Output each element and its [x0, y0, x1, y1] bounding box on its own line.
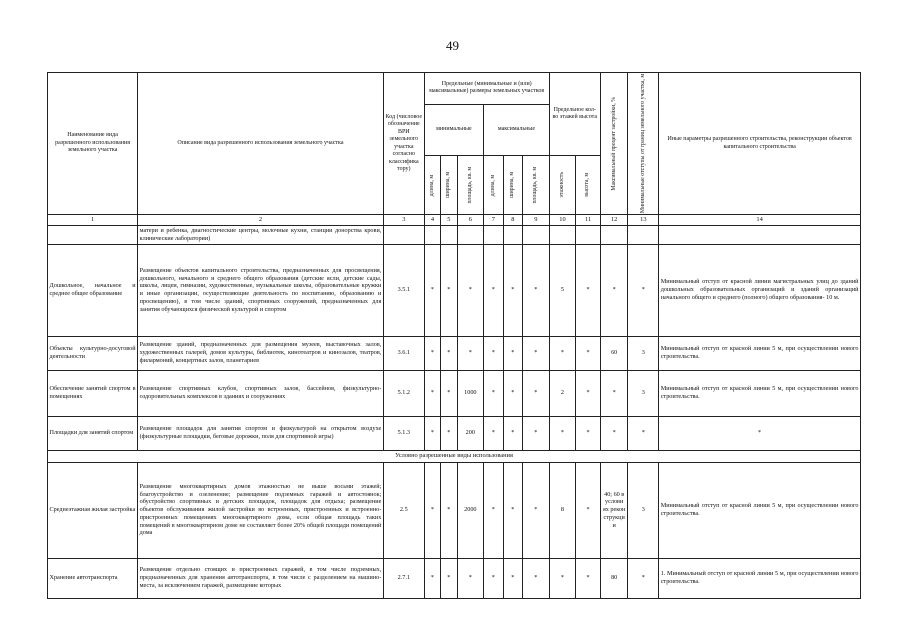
- row-value: *: [441, 462, 457, 558]
- row-value: *: [441, 370, 457, 416]
- header-max-area: площадь, кв. м: [523, 156, 550, 215]
- header-max: максимальные: [484, 104, 550, 155]
- row-value: *: [523, 244, 550, 336]
- row-value: 80: [600, 558, 628, 598]
- column-number: 12: [600, 215, 628, 226]
- header-build-pct: Максимальный процент застройки, %: [600, 73, 628, 215]
- column-number: 13: [628, 215, 659, 226]
- row-value: *: [441, 558, 457, 598]
- row-other-params: Минимальный отступ от красной линии 5 м, при осуществлении нового строительства.: [659, 336, 861, 370]
- row-name: Площадки для занятий спортом: [48, 416, 138, 450]
- row-value: *: [628, 416, 659, 450]
- row-name: Обеспечение занятий спортом в помещениях: [48, 370, 138, 416]
- table-row: [48, 244, 861, 336]
- row-value: *: [600, 416, 628, 450]
- row-value: 200: [457, 416, 484, 450]
- row-value: *: [457, 336, 484, 370]
- header-min-length: длина, м: [424, 156, 440, 215]
- row-value: [484, 226, 503, 245]
- header-sizes: Предельные (минимальные и (или) максимальные) размеры земельных участков: [424, 73, 549, 105]
- row-value: *: [484, 462, 503, 558]
- row-value: *: [503, 370, 522, 416]
- column-number: 2: [138, 215, 384, 226]
- table-row: [48, 336, 861, 370]
- column-number: 10: [549, 215, 576, 226]
- column-number: 14: [659, 215, 861, 226]
- page-number: 49: [446, 38, 459, 53]
- row-value: *: [424, 244, 440, 336]
- column-number: 5: [441, 215, 457, 226]
- header-max-length: длина, м: [484, 156, 503, 215]
- row-value: [441, 226, 457, 245]
- row-value: *: [600, 370, 628, 416]
- row-value: *: [484, 416, 503, 450]
- row-value: *: [628, 558, 659, 598]
- header-min-width: ширина, м: [441, 156, 457, 215]
- header-floors: Предельное кол-во этажей высота: [549, 73, 600, 156]
- row-value: *: [503, 558, 522, 598]
- row-value: 1000: [457, 370, 484, 416]
- row-name: [48, 226, 138, 245]
- row-value: 3: [628, 462, 659, 558]
- row-value: *: [457, 558, 484, 598]
- row-value: *: [484, 370, 503, 416]
- column-number: 4: [424, 215, 440, 226]
- section-row: [48, 450, 861, 462]
- row-value: 5: [549, 244, 576, 336]
- row-value: *: [576, 558, 601, 598]
- header-setback: Минимальные отступы от границ земельного участка, м: [628, 73, 659, 215]
- table-row: [48, 370, 861, 416]
- row-value: 3.6.1: [383, 336, 424, 370]
- row-value: *: [441, 416, 457, 450]
- row-value: [576, 226, 601, 245]
- row-value: 2.7.1: [383, 558, 424, 598]
- row-value: *: [503, 244, 522, 336]
- row-value: [523, 226, 550, 245]
- row-value: 40; 60 в услови ях рекон струкци и: [600, 462, 628, 558]
- row-description: Размещение площадок для занятия спортом и физкультурой на открытом воздухе (физкультурные площадки, беговые дорожки, поля для спортивной игры): [138, 416, 384, 450]
- table-body: [48, 215, 861, 599]
- column-numbers-row: [48, 215, 861, 226]
- row-value: *: [424, 558, 440, 598]
- row-other-params: Минимальный отступ от красной линии магистральных улиц до зданий дошкольных образовательных организаций и зданий организаций начального общего и среднего (полного) общего образования- 10 м.: [659, 244, 861, 336]
- row-name: Хранение автотранспорта: [48, 558, 138, 598]
- row-value: *: [503, 336, 522, 370]
- row-value: *: [576, 244, 601, 336]
- row-other-params: [659, 226, 861, 245]
- row-value: *: [523, 558, 550, 598]
- header-height: высота, м: [576, 156, 601, 215]
- row-value: 5.1.3: [383, 416, 424, 450]
- row-value: [549, 226, 576, 245]
- header-other: Иные параметры разрешенного строительства, реконструкции объектов капитального строительства: [659, 73, 861, 215]
- column-number: 6: [457, 215, 484, 226]
- row-value: 3: [628, 370, 659, 416]
- column-number: 7: [484, 215, 503, 226]
- row-other-params: 1. Минимальный отступ от красной линии 5 м, при осуществлении нового строительства.: [659, 558, 861, 598]
- table-row: [48, 558, 861, 598]
- row-value: *: [441, 244, 457, 336]
- header-code: Код (числовое обозначение ВРИ земельного участка согласно классифика тору): [383, 73, 424, 215]
- row-description: Размещение зданий, предназначенных для размещения музеев, выставочных залов, художественных галерей, домов культуры, библиотек, кинотеатров и кинозалов, театров, филармоний, концертных залов, планетариев: [138, 336, 384, 370]
- row-value: *: [457, 244, 484, 336]
- table-row: [48, 416, 861, 450]
- row-value: *: [576, 370, 601, 416]
- row-other-params: Минимальный отступ от красной линии 5 м, при осуществлении нового строительства.: [659, 370, 861, 416]
- row-description: Размещение отдельно стоящих и пристроенных гаражей, в том числе подземных, предназначенных для хранения автотранспорта, в том числе с разделением на машино-места, за исключением гаражей, размещение которых: [138, 558, 384, 598]
- row-description: Размещение объектов капитального строительства, предназначенных для просвещения, дошкольного, начального и среднего общего образования (детские ясли, детские сады, школы, лицеи, гимназии, художественные, музыкальные школы, образовательные кружки и иные организации, осуществляющие деятельность по воспитанию, образованию и просвещению), в том числе зданий, спортивных сооружений, предназначенных для занятия обучающихся физической культурой и спортом: [138, 244, 384, 336]
- row-name: Объекты культурно-досуговой деятельности: [48, 336, 138, 370]
- row-value: *: [503, 416, 522, 450]
- row-value: *: [503, 462, 522, 558]
- row-other-params: *: [659, 416, 861, 450]
- column-number: 11: [576, 215, 601, 226]
- row-value: 60: [600, 336, 628, 370]
- column-number: 1: [48, 215, 138, 226]
- row-description: матери и ребенка, диагностические центры, молочные кухни, станции донорства крови, клинические лаборатории): [138, 226, 384, 245]
- row-value: *: [424, 336, 440, 370]
- row-value: *: [523, 370, 550, 416]
- row-value: 2000: [457, 462, 484, 558]
- row-value: 2.5: [383, 462, 424, 558]
- row-value: *: [523, 336, 550, 370]
- row-value: 3.5.1: [383, 244, 424, 336]
- row-value: *: [523, 416, 550, 450]
- row-description: Размещение многоквартирных домов этажностью не выше восьми этажей; благоустройство и озеленение; размещение подземных гаражей и автостоянок; обустройство спортивных и детских площадок, площадок для отдыха; размещение объектов обслуживания жилой застройки во встроенных, пристроенных и встроенно-пристроенных помещениях многоквартирного дома, если общая площадь таких помещений в многоквартирном доме не составляет более 20% общей площади помещений дома: [138, 462, 384, 558]
- row-value: *: [549, 558, 576, 598]
- row-value: *: [576, 336, 601, 370]
- row-value: *: [441, 336, 457, 370]
- row-value: *: [424, 416, 440, 450]
- row-value: *: [549, 416, 576, 450]
- row-value: *: [484, 336, 503, 370]
- row-value: *: [484, 244, 503, 336]
- column-number: 3: [383, 215, 424, 226]
- row-value: [503, 226, 522, 245]
- column-number: 9: [523, 215, 550, 226]
- column-number: 8: [503, 215, 522, 226]
- row-value: *: [576, 462, 601, 558]
- header-description: Описание вида разрешенного использования земельного участка: [138, 73, 384, 215]
- row-value: *: [576, 416, 601, 450]
- row-value: 5.1.2: [383, 370, 424, 416]
- land-use-table: [47, 72, 861, 599]
- row-value: *: [484, 558, 503, 598]
- row-value: *: [424, 462, 440, 558]
- row-value: [424, 226, 440, 245]
- row-name: Среднеэтажная жилая застройка: [48, 462, 138, 558]
- row-other-params: Минимальный отступ от красной линии 5 м, при осуществлении нового строительства.: [659, 462, 861, 558]
- row-value: 3: [628, 336, 659, 370]
- header-min: минимальные: [424, 104, 483, 155]
- row-value: *: [628, 244, 659, 336]
- row-value: *: [424, 370, 440, 416]
- header-floors-count: этажность: [549, 156, 576, 215]
- row-value: [383, 226, 424, 245]
- row-value: 8: [549, 462, 576, 558]
- row-description: Размещение спортивных клубов, спортивных залов, бассейнов, физкультурно-оздоровительных комплексов в зданиях и сооружениях: [138, 370, 384, 416]
- row-value: [600, 226, 628, 245]
- row-name: Дошкольное, начальное и среднее общее образование: [48, 244, 138, 336]
- header-name: Наименование вида разрешенного использования земельного участка: [48, 73, 138, 215]
- header-max-width: ширина, м: [503, 156, 522, 215]
- row-value: [457, 226, 484, 245]
- row-value: *: [600, 244, 628, 336]
- row-value: *: [549, 336, 576, 370]
- table-row: [48, 462, 861, 558]
- row-value: [628, 226, 659, 245]
- row-value: *: [523, 462, 550, 558]
- row-value: 2: [549, 370, 576, 416]
- header-min-area: площадь, кв. м: [457, 156, 484, 215]
- table-row: [48, 226, 861, 245]
- section-title: Условно разрешенные виды использования: [48, 450, 861, 462]
